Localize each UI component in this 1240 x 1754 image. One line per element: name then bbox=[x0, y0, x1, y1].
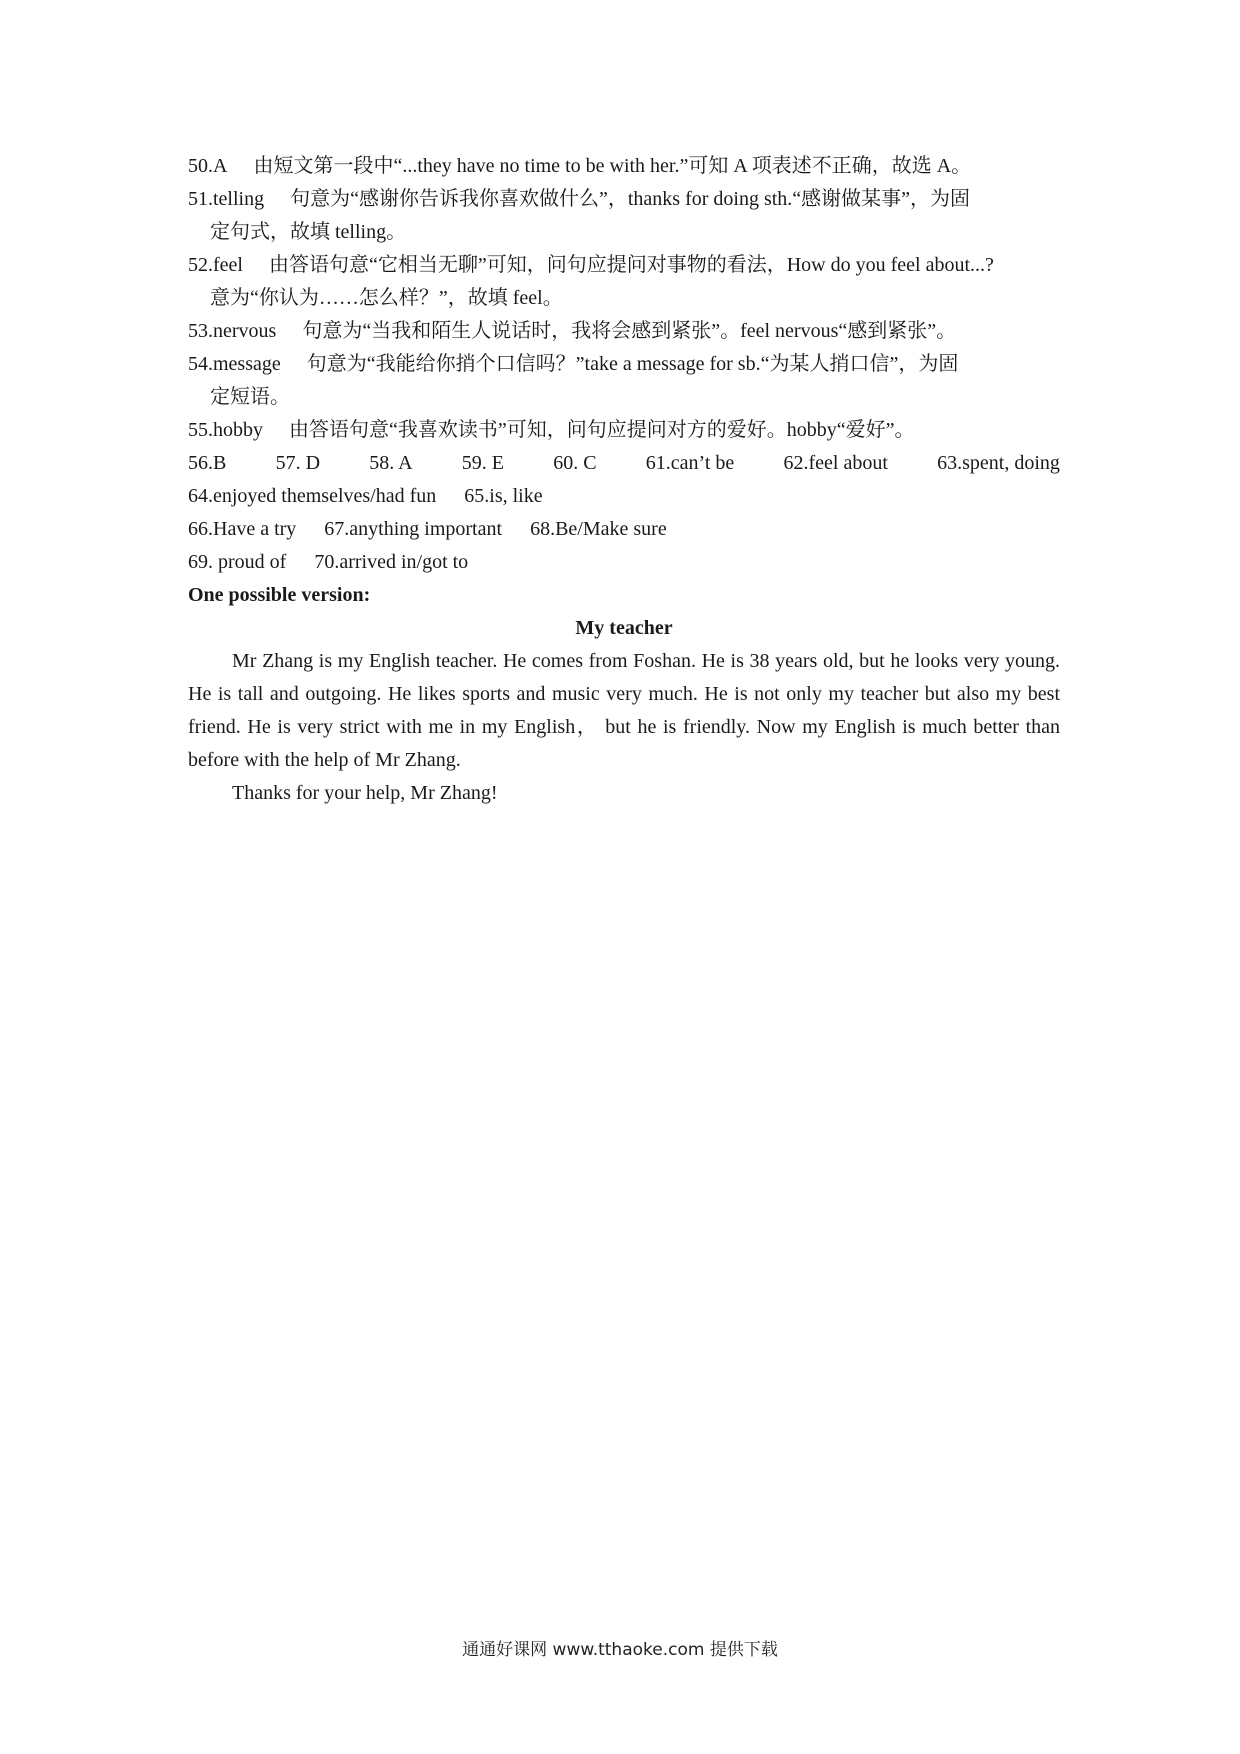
short-answers-row-2 bbox=[188, 480, 1060, 513]
answer-55 bbox=[188, 414, 1060, 447]
answer-number: 53.nervous bbox=[188, 320, 277, 342]
answer-explanation: 句意为“当我和陌生人说话时，我将会感到紧张”。feel nervous“感到紧张”。 bbox=[302, 320, 957, 342]
short-answer: 66.Have a try bbox=[188, 518, 297, 540]
answer-explanation: 由短文第一段中“...they have no time to be with her.”可知 A 项表述不正确，故选 A。 bbox=[253, 155, 972, 177]
short-answer: 62.feel about bbox=[783, 452, 888, 474]
short-answer: 69. proud of bbox=[188, 551, 287, 573]
short-answers-row-3 bbox=[188, 513, 1060, 546]
short-answer: 63.spent, doing bbox=[937, 452, 1060, 474]
essay-paragraph: Mr Zhang is my English teacher. He comes from Foshan. He is 38 years old, but he looks very young. He is tall and outgoing. He likes sports and music very much. He is not only my teacher but also my best friend. He is very strict with me in my English， but he is friendly. Now my English is much better than before with the help of Mr Zhang. bbox=[188, 650, 1060, 771]
short-answer: 58. A bbox=[369, 452, 413, 474]
answer-explanation: 由答语句意“我喜欢读书”可知，问句应提问对方的爱好。hobby“爱好”。 bbox=[289, 419, 915, 441]
answer-50 bbox=[188, 150, 1060, 183]
answer-number: 51.telling bbox=[188, 188, 265, 210]
answer-51 bbox=[188, 183, 1060, 249]
answer-54 bbox=[188, 348, 1060, 414]
short-answer: 64.enjoyed themselves/had fun bbox=[188, 485, 437, 507]
answer-number: 54.message bbox=[188, 353, 281, 375]
short-answer: 65.is, like bbox=[464, 485, 543, 507]
essay-title: My teacher bbox=[575, 617, 673, 639]
answer-52 bbox=[188, 249, 1060, 315]
answer-explanation-cont: 定句式，故填 telling。 bbox=[210, 221, 407, 243]
essay-label: One possible version: bbox=[188, 584, 371, 606]
answer-number: 55.hobby bbox=[188, 419, 263, 441]
short-answer: 61.can’t be bbox=[645, 452, 735, 474]
answer-53 bbox=[188, 315, 1060, 348]
short-answer: 59. E bbox=[461, 452, 505, 474]
answer-explanation-cont: 定短语。 bbox=[210, 386, 290, 408]
short-answer: 56.B bbox=[188, 452, 227, 474]
short-answer: 57. D bbox=[275, 452, 321, 474]
short-answer: 67.anything important bbox=[324, 518, 503, 540]
page-footer: 通通好课网 www.tthaoke.com 提供下载 bbox=[462, 1640, 778, 1660]
answer-explanation: 由答语句意“它相当无聊”可知，问句应提问对事物的看法，How do you feel about...? bbox=[268, 254, 994, 276]
short-answer: 70.arrived in/got to bbox=[314, 551, 469, 573]
answer-explanation-cont: 意为“你认为……怎么样？”，故填 feel。 bbox=[210, 287, 563, 309]
short-answers-row-4 bbox=[188, 546, 1060, 579]
answer-explanation: 句意为“我能给你捎个口信吗？”take a message for sb.“为某人捎口信”，为固 bbox=[306, 353, 959, 375]
short-answer: 60. C bbox=[553, 452, 597, 474]
answer-number: 50.A bbox=[188, 155, 228, 177]
answer-explanation: 句意为“感谢你告诉我你喜欢做什么”，thanks for doing sth.“感谢做某事”，为固 bbox=[290, 188, 971, 210]
short-answers-row-1 bbox=[188, 447, 1060, 480]
answer-key bbox=[188, 150, 1060, 810]
short-answer: 68.Be/Make sure bbox=[530, 518, 667, 540]
essay-closing: Thanks for your help, Mr Zhang! bbox=[232, 782, 498, 804]
answer-number: 52.feel bbox=[188, 254, 243, 276]
